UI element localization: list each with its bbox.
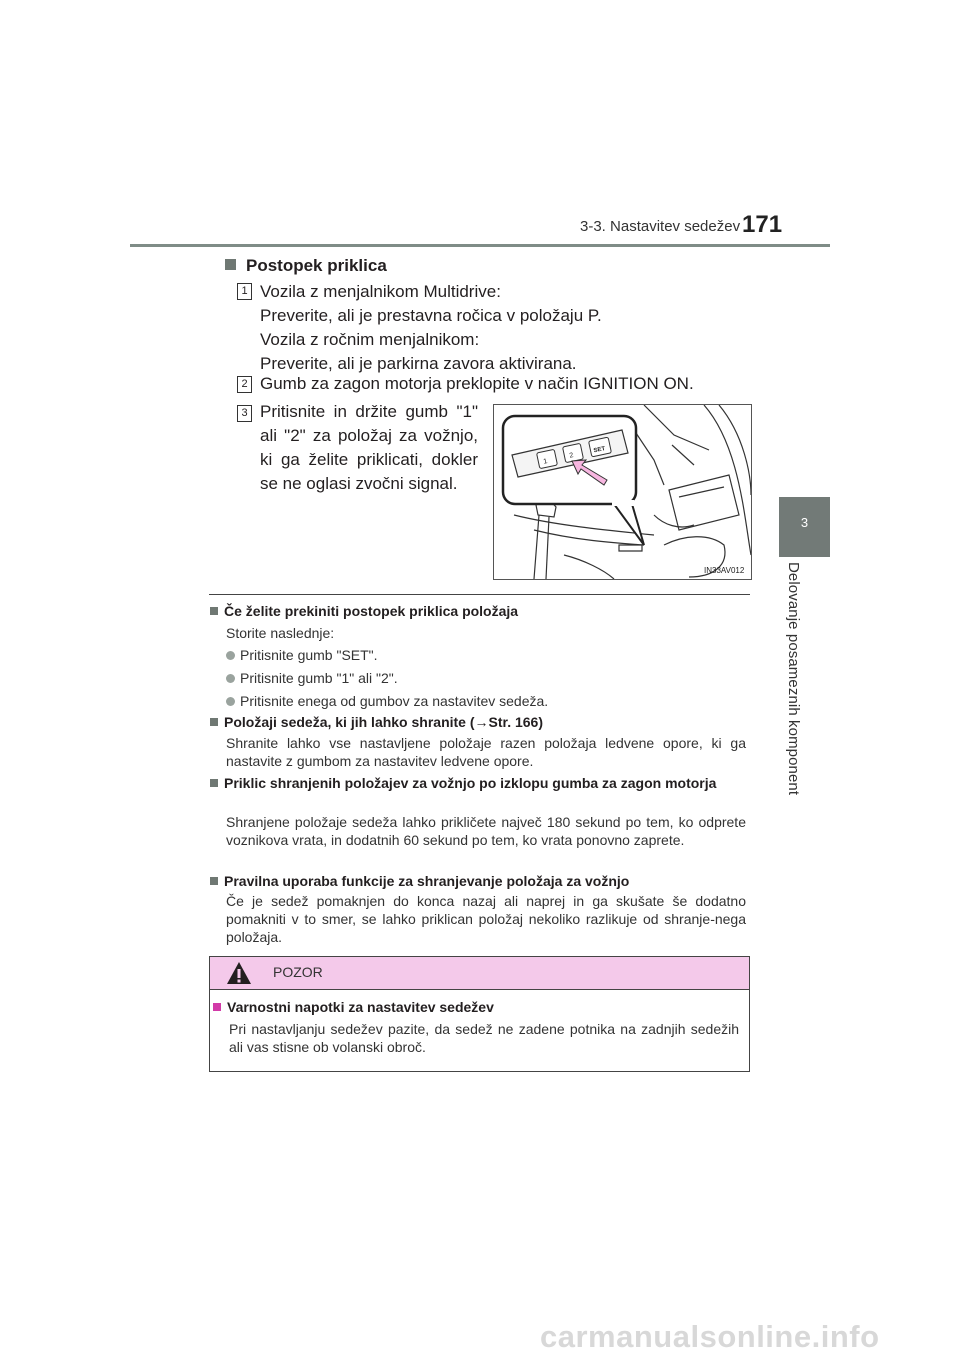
square-bullet-icon: [210, 607, 218, 615]
list-item: Pritisnite enega od gumbov za nastavitev sedeža.: [226, 693, 548, 709]
set-button-label: SET: [593, 446, 606, 455]
bullet-dot-icon: [226, 674, 235, 683]
button-1-label: 1: [542, 458, 549, 466]
note-title: Priklic shranjenih položajev za vožnjo po izklopu gumba za zagon motorja: [210, 774, 750, 792]
square-bullet-icon: [225, 259, 236, 270]
step-number: 1: [237, 283, 252, 300]
step-3-text: Pritisnite in držite gumb "1" ali "2" za položaj za vožnjo, ki ga želite priklicati, dokler se ne oglasi zvočni signal.: [260, 402, 478, 493]
step-number: 2: [237, 376, 252, 393]
note-text: Storite naslednje:: [226, 625, 335, 641]
button-2-label: 2: [568, 452, 575, 460]
warning-triangle-icon: [226, 961, 252, 985]
note-title: Položaji sedeža, ki jih lahko shranite (→Str. 166): [210, 713, 750, 731]
chapter-tab: 3: [779, 497, 830, 557]
watermark: carmanualsonline.info: [540, 1319, 880, 1354]
step-number: 3: [237, 405, 252, 422]
square-bullet-icon: [210, 877, 218, 885]
warning-box: [209, 956, 750, 1072]
bullet-dot-icon: [226, 651, 235, 660]
step-1-text: Vozila z menjalnikom Multidrive: Preverite, ali je prestavna ročica v položaju P. Vozila z ročnim menjalnikom: Preverite, ali je parkirna zavora aktivirana.: [260, 282, 602, 373]
bullet-dot-icon: [226, 697, 235, 706]
square-bullet-icon: [210, 779, 218, 787]
warning-text: Pri nastavljanju sedežev pazite, da sedež ne zadene potnika na zadnjih sedežih ali vas stisne ob volanski obroč.: [229, 1021, 739, 1055]
section-header: 3-3. Nastavitev sedežev: [580, 218, 741, 235]
warning-header: [210, 957, 749, 990]
section-divider: [209, 594, 750, 595]
step-2-text: Gumb za zagon motorja preklopite v način IGNITION ON.: [260, 374, 694, 393]
square-bullet-icon: [210, 718, 218, 726]
header-rule: [130, 244, 830, 247]
page-number: 171: [742, 211, 783, 238]
chapter-title: Delovanje posameznih komponent: [785, 562, 802, 796]
note-title: Pravilna uporaba funkcije za shranjevanje položaja za vožnjo: [210, 872, 750, 890]
note-text: Če je sedež pomaknjen do konca nazaj ali naprej in ga skušate še dodatno pomakniti v to smer, se lahko priklican položaj nekoliko razlikuje od shranje-nega položaja.: [226, 893, 746, 945]
seat-memory-illustration: [493, 404, 752, 580]
procedure-title: Postopek priklica: [225, 256, 387, 276]
door-panel-drawing: [494, 405, 751, 579]
note-title: Če želite prekiniti postopek priklica položaja: [210, 602, 750, 620]
square-bullet-icon: [213, 1003, 221, 1011]
note-text: Shranite lahko vse nastavljene položaje razen položaja ledvene opore, ki ga nastavite z gumbom za nastavitev ledvene opore.: [226, 735, 746, 769]
list-item: Pritisnite gumb "SET".: [226, 647, 378, 663]
list-item: Pritisnite gumb "1" ali "2".: [226, 670, 398, 686]
warning-label: POZOR: [273, 964, 323, 980]
figure-code: IN33AV012: [704, 566, 745, 575]
note-text: Shranjene položaje sedeža lahko prikličete največ 180 sekund po tem, ko odprete voznikova vrata, in dodatnih 60 sekund po tem, ko vrata ponovno zaprete.: [226, 814, 746, 848]
warning-title: Varnostni napotki za nastavitev sedežev: [213, 999, 494, 1015]
